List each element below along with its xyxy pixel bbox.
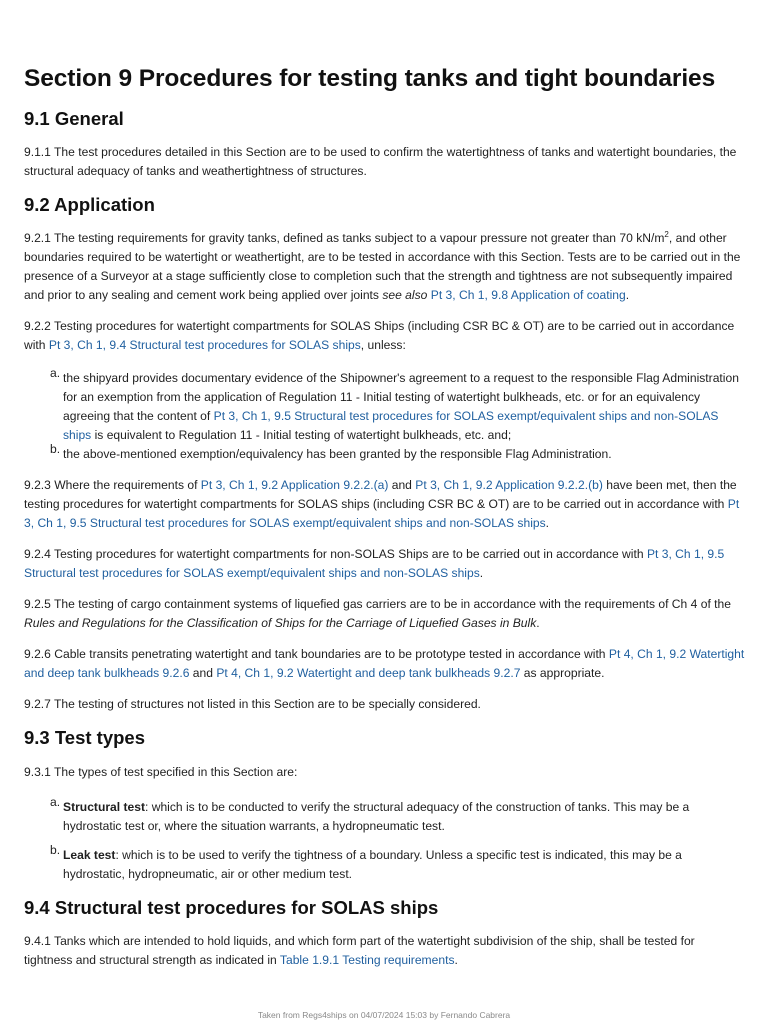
page-title: Section 9 Procedures for testing tanks and tight boundaries [24,65,716,92]
section-heading-9-4: 9.4 Structural test procedures for SOLAS ships [24,896,439,918]
paragraph-9-2-2: 9.2.2 Testing procedures for watertight compartments for SOLAS Ships (including CSR BC & OT) are to be carried out in accordance with Pt 3, Ch 1, 9.4 Structural test procedures for SOLAS ships, unless: [24,319,735,353]
section-heading-9-1: 9.1 General [24,108,124,130]
link-4-1-9-2-6[interactable]: Pt 4, Ch 1, 9.2 Watertight and deep tank bulkheads 9.2.6 [24,647,745,681]
link-9-5-structural-test-exempt[interactable]: Pt 3, Ch 1, 9.5 Structural test procedures for SOLAS exempt/equivalent ships and non-SOLAS ships [24,497,740,531]
link-9-4-structural-test-solas[interactable]: Pt 3, Ch 1, 9.4 Structural test procedures for SOLAS ships [48,338,361,353]
paragraph-9-2-3: 9.2.3 Where the requirements of Pt 3, Ch 1, 9.2 Application 9.2.2.(a) and Pt 3, Ch 1, 9.2 Application 9.2.2.(b) have been met, then the testing procedures for watertight compartments for SOLAS ships (including CSR BC & OT) are to be carried out in accordance with Pt 3, Ch 1, 9.5 Structural test procedures for SOLAS exempt/equivalent ships and non-SOLAS ships. [24,478,740,531]
paragraph-9-2-6: 9.2.6 Cable transits penetrating watertight and tank boundaries are to be prototype tested in accordance with Pt 4, Ch 1, 9.2 Watertight and deep tank bulkheads 9.2.6 and Pt 4, Ch 1, 9.2 Watertight and deep tank bulkheads 9.2.7 as appropriate. [24,647,745,681]
list-item: a. Structural test: which is to be conducted to verify the structural adequacy of the construction of tanks. This may be a hydrostatic test or, where the situation warrants, a hydropneumatic test. [50,794,690,833]
paragraph-9-2-1: 9.2.1 The testing requirements for gravity tanks, defined as tanks subject to a vapour pressure not greater than 70 $kN/m^2$, and other boundaries required to be watertight or weathertight, are to be tested in accordance with this Section. Tests are to be carried out in the presence of a Surveyor at a stage sufficiently close to completion such that the strength and tightness are not subsequently impaired and prior to any sealing and cement work being applied over joints see also Pt 3, Ch 1, 9.8 Application of coating. [24,230,741,303]
list-marker: a. [50,794,61,809]
link-9-8-application-of-coating[interactable]: Pt 3, Ch 1, 9.8 Application of coating [430,288,626,303]
list-marker: a. [50,366,61,381]
section-heading-9-3: 9.3 Test types [24,727,145,749]
list-9-2-2 [24,366,746,464]
document-body [24,64,746,982]
paragraph-9-3-1: 9.3.1 The types of test specified in this Section are: [24,764,298,779]
link-9-2-2-b[interactable]: Pt 3, Ch 1, 9.2 Application 9.2.2.(b) [415,478,603,493]
link-table-1-9-1[interactable]: Table 1.9.1 Testing requirements [279,952,455,967]
list-9-3-1 [24,794,746,884]
list-marker: b. [50,442,61,457]
list-item: b. Leak test: which is to be used to verify the tightness of a boundary. Unless a specific test is indicated, this may be a hydrostatic, hydropneumatic, air or other medium test. [50,842,682,881]
link-9-5-structural-test-exempt[interactable]: Pt 3, Ch 1, 9.5 Structural test procedures for SOLAS exempt/equivalent ships and non-SOLAS ships [63,409,719,443]
superscript: 2 [664,230,669,240]
paragraph-9-2-4: 9.2.4 Testing procedures for watertight compartments for non-SOLAS Ships are to be carried out in accordance with Pt 3, Ch 1, 9.5 Structural test procedures for SOLAS exempt/equivalent ships and non-SOLAS ships. [24,547,725,581]
paragraph-9-1-1: 9.1.1 The test procedures detailed in this Section are to be used to confirm the watertightness of tanks and watertight boundaries, the structural adequacy of tanks and weathertightness of structures. [24,145,737,179]
list-marker: b. [50,842,61,857]
paragraph-9-2-7: 9.2.7 The testing of structures not listed in this Section are to be specially considered. [24,697,481,712]
list-item: a. the shipyard provides documentary evidence of the Shipowner's agreement to a request to the responsible Flag Administration for an exemption from the application of Regulation 11 - Initial testing of watertight bulkheads, etc. or for an equivalency agreeing that the content of Pt 3, Ch 1, 9.5 Structural test procedures for SOLAS exempt/equivalent ships and non-SOLAS ships is equivalent to Regulation 11 - Initial testing of watertight bulkheads, etc. and; [50,366,739,443]
section-heading-9-2: 9.2 Application [24,194,155,216]
paragraph-9-4-1: 9.4.1 Tanks which are intended to hold liquids, and which form part of the watertight subdivision of the ship, shall be tested for tightness and structural strength as indicated in Table 1.9.1 Testing requirements. [24,933,695,967]
page-footer: Taken from Regs4ships on 04/07/2024 15:03 by Fernando Cabrera [257,1010,511,1020]
link-4-1-9-2-7[interactable]: Pt 4, Ch 1, 9.2 Watertight and deep tank bulkheads 9.2.7 [216,666,521,681]
link-9-5-structural-test-exempt[interactable]: Pt 3, Ch 1, 9.5 Structural test procedures for SOLAS exempt/equivalent ships and non-SOLAS ships [24,547,725,581]
link-9-2-2-a[interactable]: Pt 3, Ch 1, 9.2 Application 9.2.2.(a) [200,478,389,493]
list-item: b. the above-mentioned exemption/equivalency has been granted by the responsible Flag Administration. [50,442,612,462]
paragraph-9-2-5: 9.2.5 The testing of cargo containment systems of liquefied gas carriers are to be in accordance with the requirements of Ch 4 of the Rules and Regulations for the Classification of Ships for the Carriage of Liquefied Gases in Bulk. [24,597,731,631]
